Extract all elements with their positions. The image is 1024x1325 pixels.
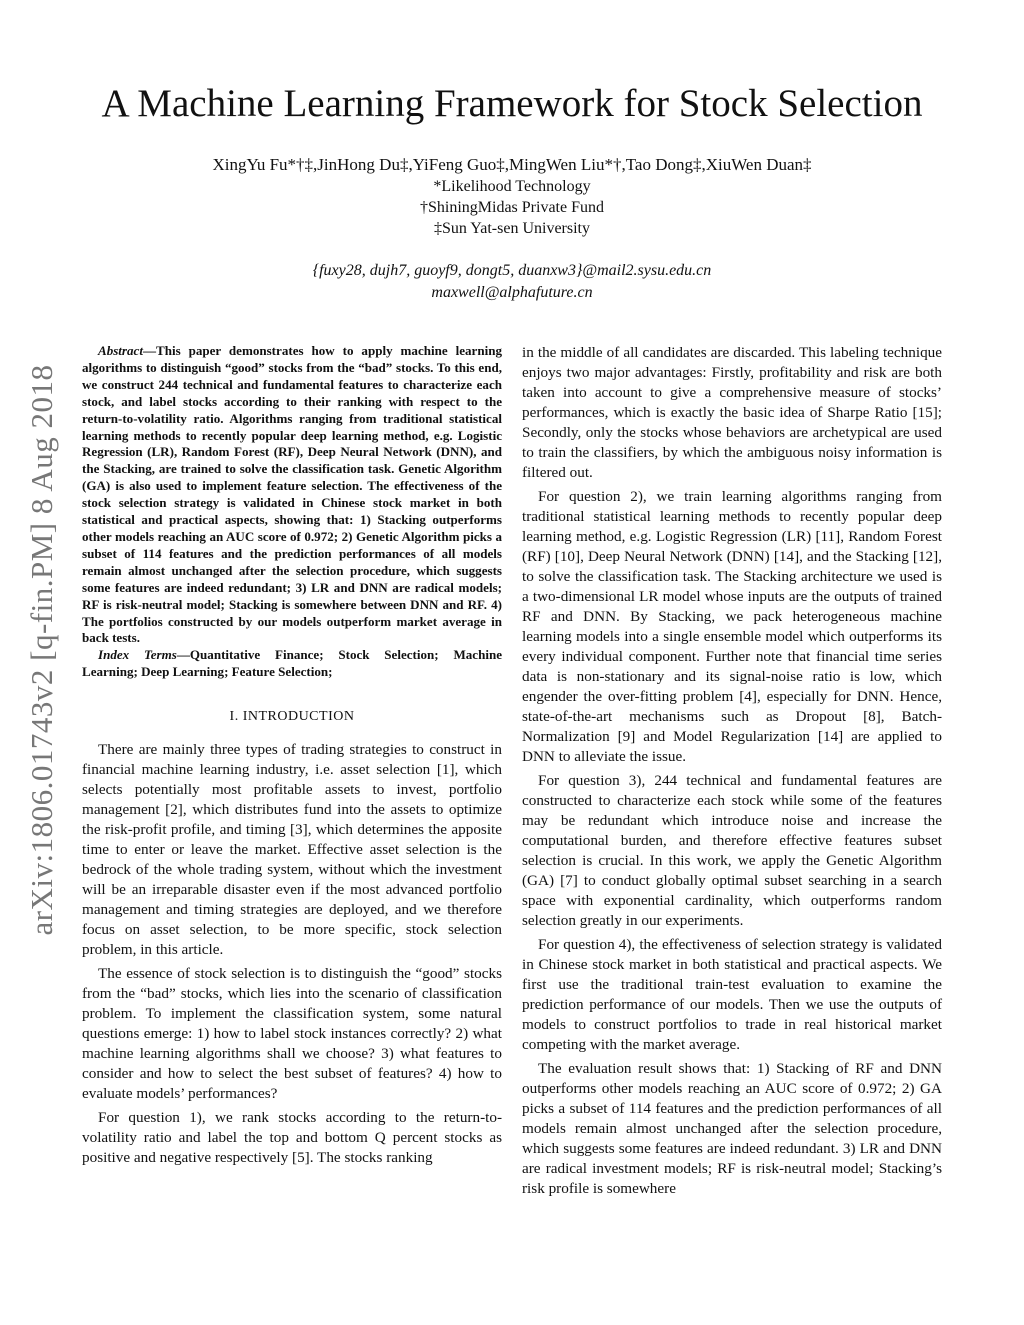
email-line-1: {fuxy28, dujh7, guoyf9, dongt5, duanxw3}@mail2.sysu.edu.cn [312, 262, 712, 279]
left-column [82, 343, 502, 1168]
index-terms [82, 647, 502, 681]
index-terms-text: —Quantitative Finance; Stock Selection; Machine Learning; Deep Learning; Feature Selection; [82, 647, 502, 680]
intro-paragraph-2: The essence of stock selection is to distinguish the “good” stocks from the “bad” stocks, which lies into the scenario of classification problem. To implement the classification system, some natural questions emerge: 1) how to label stock instances correctly? 2) what machine learning algorithms shall we choose? 3) what features to consider and how to select the best subset of features? 4) how to evaluate models’ performances? [82, 965, 502, 1103]
paper-title: A Machine Learning Framework for Stock Selection [101, 82, 923, 125]
author-list: XingYu Fu*†‡,JinHong Du‡,YiFeng Guo‡,MingWen Liu*†,Tao Dong‡,XiuWen Duan‡ [212, 155, 812, 174]
intro-paragraph-1: There are mainly three types of trading strategies to construct in financial machine learning industry, i.e. asset selection [1], which selects potentially most profitable assets to invest, portfolio management [2], which distributes fund into the assets to optimize the risk-profit profile, and timing [3], which determines the apposite time to enter or leave the market. Effective asset selection is the bedrock of the whole trading system, without which the investment will be an irreparable disaster even if the most advanced portfolio management and timing strategies are deployed, and we therefore focus on asset selection, to be more specific, stock selection problem, in this article. [82, 741, 502, 959]
arxiv-identifier [12, 340, 72, 960]
body-paragraph-5: The evaluation result shows that: 1) Stacking of RF and DNN outperforms other models reaching an AUC score of 0.972; 2) GA picks a subset of 114 features and the prediction performances of all models remain almost unchanged after the selection procedure, which suggests some features are indeed redundant. 3) LR and DNN are radical investment models; RF is risk-neutral model; Stacking’s risk profile is somewhere [522, 1060, 942, 1197]
section-heading: I. INTRODUCTION [229, 709, 355, 725]
index-terms-label: Index Terms [98, 647, 177, 663]
email-line-2: maxwell@alphafuture.cn [431, 284, 593, 301]
arxiv-text: arXiv:1806.01743v2 [q-fin.PM] 8 Aug 2018 [24, 364, 59, 936]
body-paragraph-1: in the middle of all candidates are discarded. This labeling technique enjoys two major advantages: Firstly, profitability and risk are both taken into account to give a comprehensive measure of stocks’ performances, which is exactly the basic idea of Sharpe Ratio [15]; Secondly, only the stocks whose behaviors are archetypical are used to train the classifiers, by which the ambiguous noisy information is filtered out. [522, 344, 942, 481]
affiliation-2: †ShiningMidas Private Fund [419, 199, 604, 216]
intro-paragraph-3: For question 1), we rank stocks according to the return-to-volatility ratio and label the top and bottom Q percent stocks as positive and negative respectively [5]. The stocks ranking [82, 1109, 502, 1167]
body-paragraph-4: For question 4), the effectiveness of selection strategy is validated in Chinese stock market in both statistical and practical aspects. We first use the traditional train-test evaluation to examine the prediction performance of our models. Then we use the outputs of models to construct portfolios to trade in real historical market competing with the market average. [522, 936, 942, 1053]
right-column [522, 343, 942, 1199]
body-paragraph-3: For question 3), 244 technical and fundamental features are constructed to characterize each stock while some of the features may be redundant which introduce noise and increase the computational burden, and therefore effective features subset selection is crucial. In this work, we apply the Genetic Algorithm (GA) [7] to conduct globally optimal subset searching in a search space with exponential cardinality, which outperforms random selection greatly in our experiments. [522, 772, 942, 929]
abstract-label: Abstract [98, 343, 143, 358]
abstract-text: —This paper demonstrates how to apply machine learning algorithms to distinguish “good” stocks from the “bad” stocks. To this end, we construct 244 technical and fundamental features to characterize each stock, and label stocks according to their ranking with respect to the return-to-volatility ratio. Algorithms ranging from traditional statistical learning methods to recently popular deep learning method, e.g. Logistic Regression (LR), Random Forest (RF), Deep Neural Network (DNN), and the Stacking, are trained to solve the classification task. Genetic Algorithm (GA) is also used to implement feature selection. The effectiveness of the stock selection strategy is validated in Chinese stock market in both statistical and practical aspects, showing that: 1) Stacking outperforms other models reaching an AUC score of 0.972; 2) Genetic Algorithm picks a subset of 114 features and the prediction performances of all models remain almost unchanged after the selection procedure, which suggests some features are indeed redundant; 3) LR and DNN are radical models; RF is risk-neutral model; Stacking is somewhere between DNN and RF. 4) The portfolios constructed by our models outperform market average in back tests. [82, 343, 502, 646]
body-paragraph-2: For question 2), we train learning algorithms ranging from traditional statistical learning methods to recently popular deep learning method, e.g. Logistic Regression (LR) [11], Random Forest (RF) [10], Deep Neural Network (DNN) [14], and the Stacking [12], to solve the classification task. The Stacking architecture we used is a two-dimensional LR model whose inputs are the outputs of trained RF and DNN. By Stacking, we pack heterogeneous machine learning models into a single ensemble model which outperforms its every individual component. Further note that financial time series data is non-stationary and its signal-noise ratio is low, which engender the over-fitting problem [4], especially for DNN. Hence, state-of-the-art mechanisms such as Dropout [8], Batch-Normalization [9] and Model Regularization [14] are applied to DNN to alleviate the issue. [522, 488, 942, 765]
affiliation-1: *Likelihood Technology [433, 178, 591, 195]
affiliation-3: ‡Sun Yat-sen University [433, 220, 590, 237]
abstract [82, 343, 502, 647]
